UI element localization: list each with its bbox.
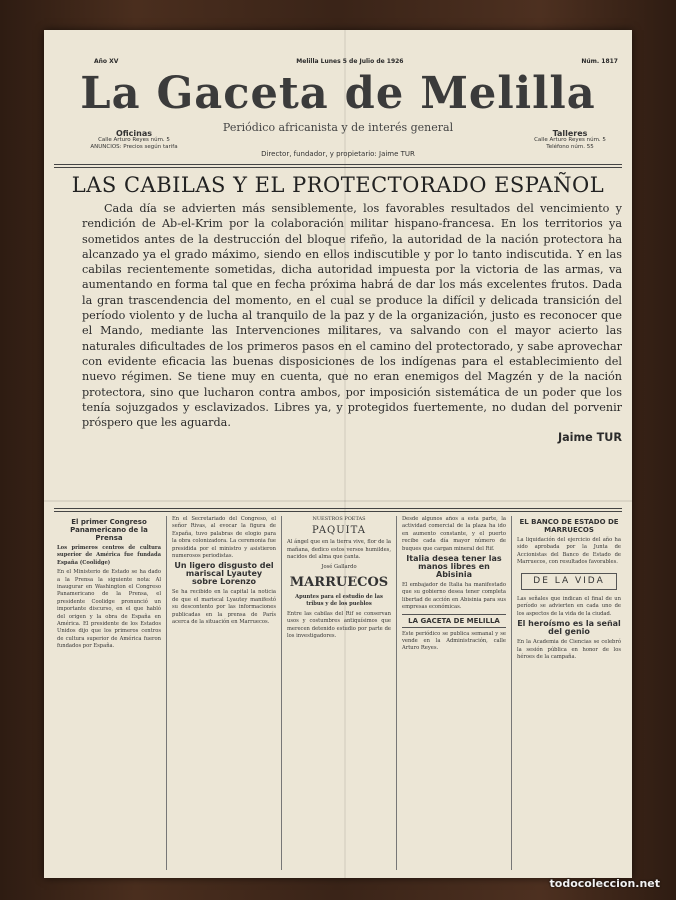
column-body: Entre las cabilas del Rif se conservan usos y costumbres antiquísimos que merecen detenido estudio por parte de los investigadores. xyxy=(287,610,391,640)
offices-line: Calle Arturo Reyes núm. 5 xyxy=(98,137,170,143)
lead-signature: Jaime TUR xyxy=(557,431,622,445)
column-body: En el Ministerio de Estado se ha dado a la Prensa la siguiente nota: Al inaugurar en Washington el Congreso Panamericano de la Prensa, el presidente Coolidge pronunció un importante discurso, en el que habló del origen y la obra de España en América. El presidente de los Estados Unidos dijo que los primeros centros de cultura superior de América fueron fundados por España. xyxy=(57,569,161,650)
watermark-text: todocoleccion.net xyxy=(549,877,660,890)
column-intro: Los primeros centros de cultura superior de América fue fundada España (Coolidge) xyxy=(57,545,161,566)
divider xyxy=(54,167,622,168)
offices-box xyxy=(84,130,184,151)
column-body: La liquidación del ejercicio del año ha sido aprobada por la Junta de Accionistas del Banco de Estado de Marruecos, con resultados favorables. xyxy=(517,537,621,566)
column-subhead: Apuntes para el estudio de las tribus y de los pueblos xyxy=(295,594,383,608)
column-4 xyxy=(397,516,512,870)
poem-author: José Gallardo xyxy=(321,563,357,570)
paper-fold-horizontal xyxy=(44,500,632,502)
column-kicker: NUESTROS POETAS xyxy=(312,516,366,522)
dateline xyxy=(94,58,618,65)
article-columns xyxy=(52,516,626,870)
poem-body: Al ángel que en la tierra vive, flor de la mañana, dedico estos versos humildes, nacidos del alma que canta. xyxy=(287,539,391,561)
masthead-title: La Gaceta de Melilla xyxy=(80,68,596,119)
section-box: DE LA VIDA xyxy=(521,573,617,590)
workshops-line: Teléfono núm. 55 xyxy=(546,144,594,150)
poem-title: PAQUITA xyxy=(312,525,366,537)
offices-title: Oficinas xyxy=(115,129,153,138)
masthead-subtitle: Periódico africanista y de interés general xyxy=(222,121,454,134)
column-heading: El primer Congreso Panamericano de la Prensa xyxy=(70,518,148,542)
director-line: Director, fundador, y propietario: Jaime TUR xyxy=(261,150,415,158)
workshops-box xyxy=(522,130,618,151)
workshops-line: Calle Arturo Reyes núm. 5 xyxy=(534,137,606,143)
workshops-title: Talleres xyxy=(552,129,588,138)
newspaper-page xyxy=(44,30,632,878)
divider xyxy=(54,511,622,512)
notice-title: LA GACETA DE MELILLA xyxy=(402,614,506,628)
column-heading: El heroísmo es la señal del genio xyxy=(517,619,621,637)
column-body: Se ha recibido en la capital la noticia de que el mariscal Lyautey manifestó su descontento por las informaciones publicadas en la prensa de París acerca de la situación en Marruecos. xyxy=(172,589,276,626)
column-heading: Un ligero disgusto del mariscal Lyautey sobre Lorenzo xyxy=(174,561,274,587)
column-5 xyxy=(512,516,626,870)
issue-date: Melilla Lunes 5 de Julio de 1926 xyxy=(296,58,404,65)
column-1 xyxy=(52,516,167,870)
divider xyxy=(54,508,622,509)
offices-line: ANUNCIOS: Precios según tarifa xyxy=(90,144,178,150)
lead-article xyxy=(82,201,622,446)
notice-body: Este periódico se publica semanal y se vende en la Administración, calle Arturo Reyes. xyxy=(402,630,506,652)
divider xyxy=(54,164,622,165)
column-body: Desde algunos años a esta parte, la actividad comercial de la plaza ha ido en aumento constante, y el puerto recibe cada día mayor número de buques que cargan mineral del Rif. xyxy=(402,516,506,552)
column-body: En la Academia de Ciencias se celebró la sesión pública en honor de los héroes de la campaña. xyxy=(517,639,621,661)
column-heading: Italia desea tener las manos libres en Abisinia xyxy=(406,554,502,580)
column-heading: MARRUECOS xyxy=(289,575,389,591)
lead-headline: LAS CABILAS Y EL PROTECTORADO ESPAÑOL xyxy=(71,173,605,197)
column-heading: EL BANCO DE ESTADO DE MARRUECOS xyxy=(519,518,619,534)
issue-number: Núm. 1817 xyxy=(581,58,618,65)
column-body: Las señales que indican el final de un período se advierten en cada uno de los aspectos de la vida de la ciudad. xyxy=(517,596,621,617)
issue-year: Año XV xyxy=(94,58,119,65)
lead-body: Cada día se advierten más sensiblemente, los favorables resultados del vencimiento y rendición de Ab-el-Krim por la colaboración militar hispano-francesa. En los territorios ya sometidos antes de la destrucción del bloque rifeño, la autoridad de la nación protectora ha alcanzado ya el grado máximo, siendo en ellos indiscutible y por lo tanto indiscutida. Y en las cabilas recientemente sometidas, dicha autoridad impuesta por la victoria de las armas, va aumentando en forma tal que en fecha próxima habrá de dar los más excelentes frutos. Dada la gran trascendencia del momento, en el cual se produce la difícil y delicada transición del período violento y de lucha al tranquilo de la paz y de la organización, justo es reconocer que el Mando, mediante las Intervenciones militares, va salvando con el mayor acierto las naturales dificultades de los primeros pasos en el camino del protectorado, y sabe aprovechar con evidente eficacia las buenas disposiciones de los indígenas para el establecimiento del nuevo régimen. Se tiene muy en cuenta, que no eran enemigos del Magzén y de la nación protectora, sino que lucharon contra ambos, por imposición sistemática de un poder que los tenía sojuzgados y esclavizados. Libres ya, y protegidos fuertemente, no dudan del porvenir próspero que les aguarda. xyxy=(82,202,622,430)
column-body: En el Secretariado del Congreso, el señor Rivas, al evocar la figura de España, tuvo palabras de elogio para la obra colonizadora. La ceremonia fue presidida por el ministro y asistieron numerosos periodistas. xyxy=(172,516,276,560)
column-body: El embajador de Italia ha manifestado que su gobierno desea tener completa libertad de acción en Abisinia para sus empresas económicas. xyxy=(402,582,506,611)
column-2 xyxy=(167,516,282,870)
column-3 xyxy=(282,516,397,870)
